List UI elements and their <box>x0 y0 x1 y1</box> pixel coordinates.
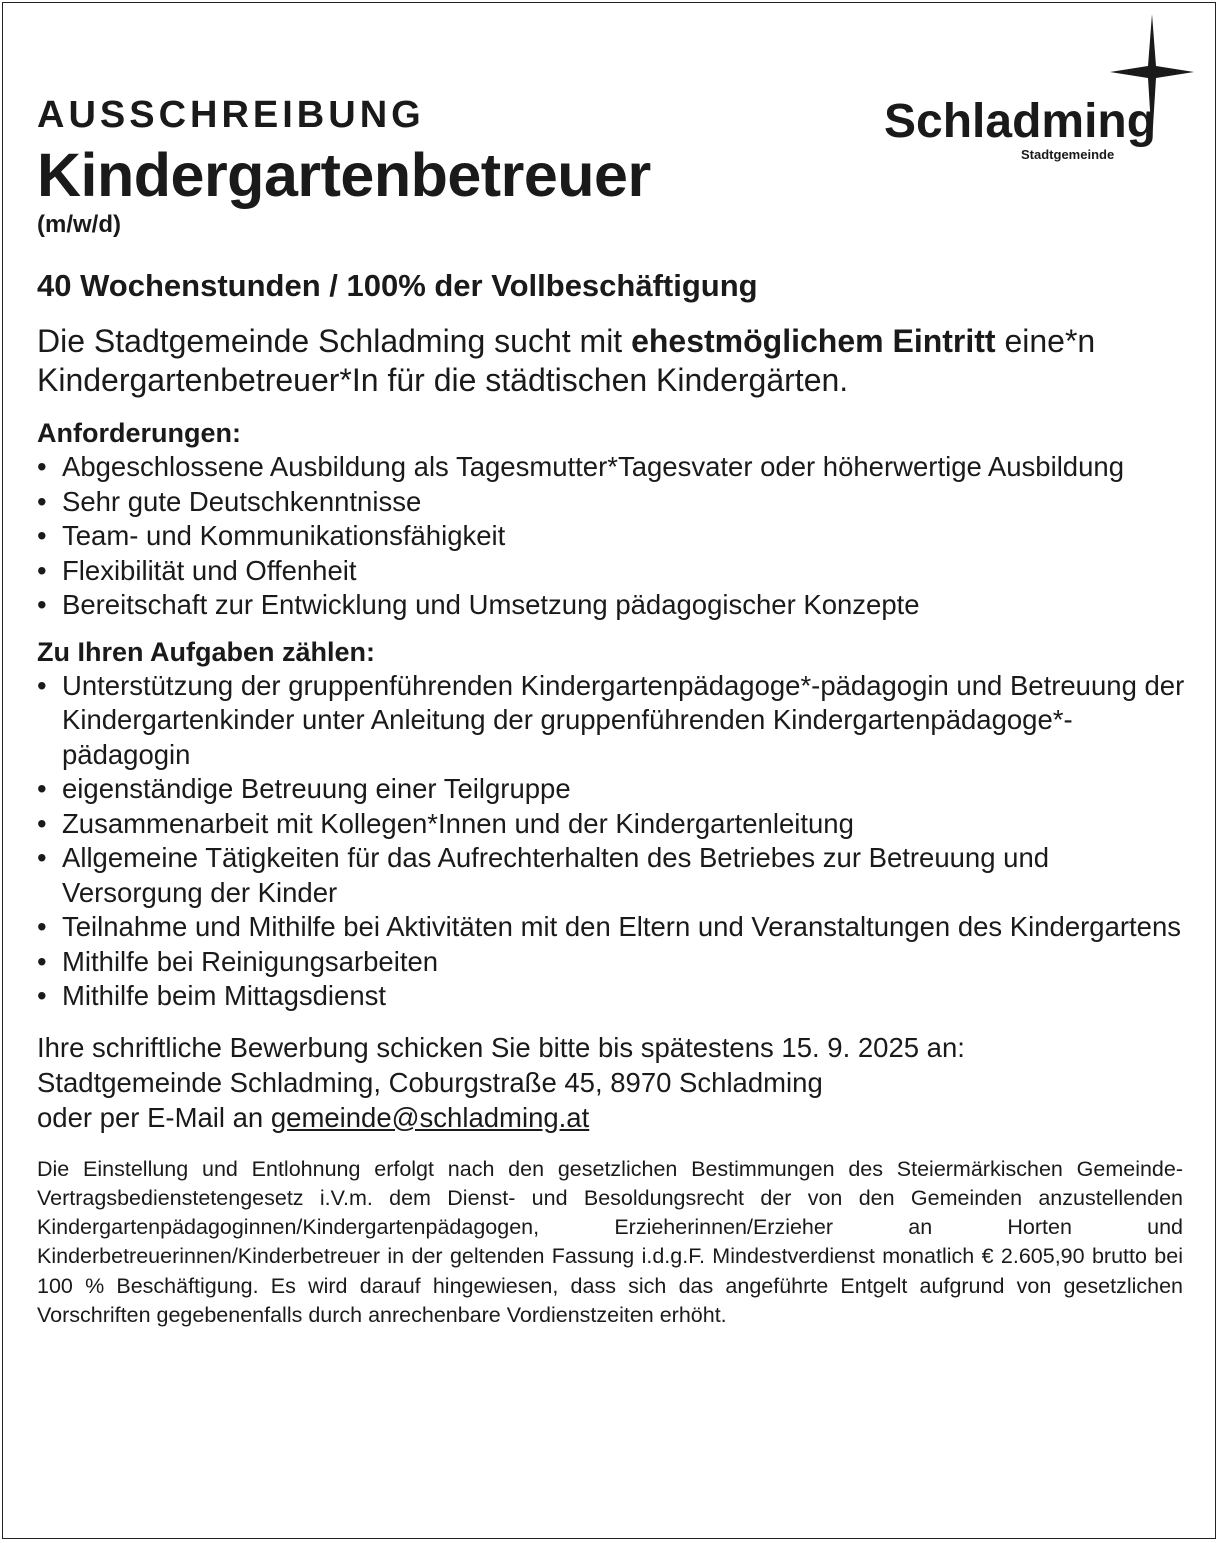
page-title: Kindergartenbetreuer <box>37 141 651 209</box>
list-item: • eigenständige Betreuung einer Teilgruppe <box>37 773 571 804</box>
intro-part1: Die Stadtgemeinde Schladming sucht mit <box>37 323 632 359</box>
logo-wordmark: Schladming <box>884 95 1157 148</box>
requirements-section <box>37 416 1187 623</box>
list-item: • Teilnahme und Mithilfe bei Aktivitäten mit den Eltern und Veranstaltungen des Kindergartens <box>37 911 1182 942</box>
intro-bold: ehestmöglichem Eintritt <box>631 323 996 359</box>
legal-notice: Die Einstellung und Entlohnung erfolgt nach den gesetzlichen Bestimmungen des Steiermärkischen Gemeinde-Vertragsbedienstetengesetz i.V.m. dem Dienst- und Besoldungsrecht der von den Gemeinden anzustellenden Kindergartenpädagoginnen/Kindergartenpädagogen, Erzieherinnen/Erzieher an Horten und Kinderbetreuerinnen/Kinderbetreuer in der geltenden Fassung i.d.g.F. Mindestverdienst monatlich € 2.605,90 brutto bei 100 % Beschäftigung. Es wird darauf hingewiesen, dass sich das angeführte Entgelt aufgrund von gesetzlichen Vorschriften gegebenenfalls durch anrechenbare Vordienstzeiten erhöht. <box>37 1156 1183 1327</box>
list-item: • Unterstützung der gruppenführenden Kindergartenpädagoge*-pädagogin und Betreuung der Kindergartenkinder unter Anleitung der gruppenführenden Kindergartenpädagoge*- pädagogin <box>37 669 1185 770</box>
requirements-list <box>37 450 1187 623</box>
application-instructions <box>37 1030 1187 1135</box>
list-item: • Bereitschaft zur Entwicklung und Umsetzung pädagogischer Konzepte <box>37 589 920 620</box>
list-item: • Sehr gute Deutschkenntnisse <box>37 485 422 517</box>
tasks-title: Zu Ihren Aufgaben zählen: <box>37 636 376 667</box>
requirements-title: Anforderungen: <box>37 418 241 448</box>
gender-note: (m/w/d) <box>37 211 121 238</box>
application-address: Stadtgemeinde Schladming, Coburgstraße 45, 8970 Schladming <box>37 1066 823 1098</box>
ad-content <box>37 92 1187 1330</box>
list-item: • Abgeschlossene Ausbildung als Tagesmutter*Tagesvater oder höherwertige Ausbildung <box>37 451 1124 482</box>
intro-paragraph <box>37 322 1187 400</box>
intro-part2: eine*n Kindergartenbetreuer*In für die städtischen Kindergärten. <box>37 323 1096 398</box>
working-hours: 40 Wochenstunden / 100% der Vollbeschäftigung <box>37 268 758 303</box>
email-link[interactable]: gemeinde@schladming.at <box>270 1101 590 1133</box>
list-item: • Mithilfe bei Reinigungsarbeiten <box>37 945 439 977</box>
list-item: • Mithilfe beim Mittagsdienst <box>37 980 387 1011</box>
application-deadline: Ihre schriftliche Bewerbung schicken Sie bitte bis spätestens 15. 9. 2025 an: <box>37 1031 965 1063</box>
list-item: • Team- und Kommunikationsfähigkeit <box>37 520 506 551</box>
list-item: • Zusammenarbeit mit Kollegen*Innen und der Kindergartenleitung <box>37 807 854 839</box>
logo-subline: Stadtgemeinde <box>1021 147 1115 162</box>
list-item: • Allgemeine Tätigkeiten für das Aufrechterhalten des Betriebes zur Betreuung und Versorgung der Kinder <box>37 842 1050 908</box>
tasks-list <box>37 669 1187 1014</box>
kicker: AUSSCHREIBUNG <box>37 94 425 136</box>
tasks-section <box>37 635 1187 1014</box>
list-item: • Flexibilität und Offenheit <box>37 554 357 586</box>
application-email-prefix: oder per E-Mail an <box>37 1101 271 1133</box>
